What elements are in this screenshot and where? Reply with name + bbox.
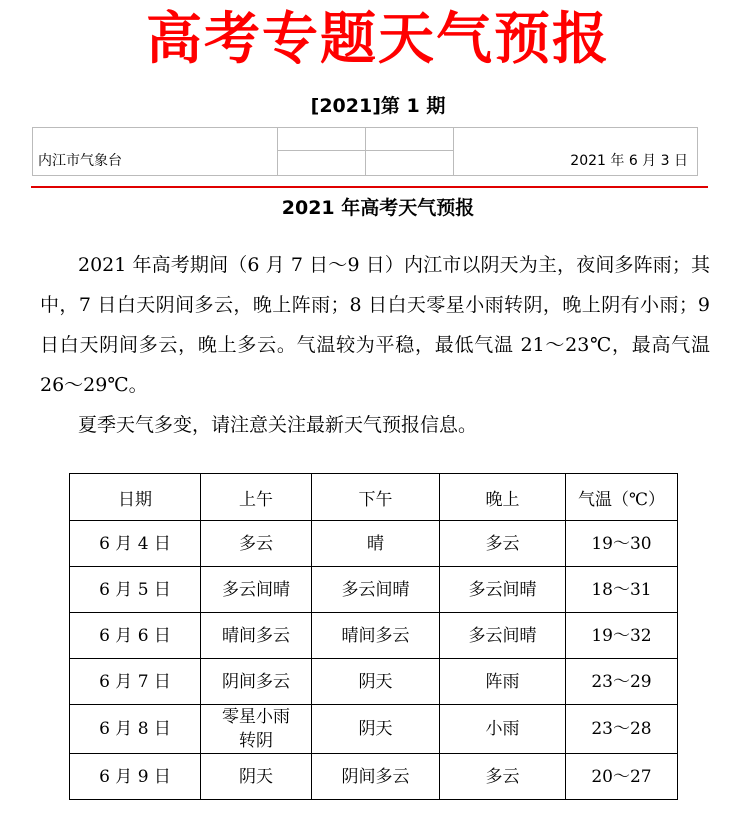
cell-afternoon: 阴天 <box>312 659 440 705</box>
table-row <box>70 754 678 800</box>
table-header-row <box>70 474 678 521</box>
cell-evening: 多云间晴 <box>440 613 566 659</box>
cell-afternoon: 多云间晴 <box>312 567 440 613</box>
column-header-temperature: 气温（℃） <box>566 474 678 521</box>
divider <box>697 128 698 175</box>
cell-afternoon: 阴天 <box>312 705 440 754</box>
cell-temperature: 19～32 <box>566 613 678 659</box>
cell-morning: 多云 <box>201 521 312 567</box>
cell-morning: 零星小雨转阴 <box>201 705 312 754</box>
divider <box>365 128 366 175</box>
column-header-evening: 晚上 <box>440 474 566 521</box>
cell-date: 6 月 8 日 <box>70 705 201 754</box>
column-header-date: 日期 <box>70 474 201 521</box>
cell-temperature: 23～29 <box>566 659 678 705</box>
forecast-table <box>69 473 678 800</box>
divider <box>277 150 453 151</box>
cell-date: 6 月 9 日 <box>70 754 201 800</box>
cell-afternoon: 阴间多云 <box>312 754 440 800</box>
cell-morning: 阴间多云 <box>201 659 312 705</box>
document-title: 2021 年高考天气预报 <box>281 197 475 219</box>
column-header-morning: 上午 <box>201 474 312 521</box>
table-row <box>70 659 678 705</box>
cell-evening: 多云间晴 <box>440 567 566 613</box>
divider <box>277 128 278 175</box>
forecast-paragraph: 2021 年高考期间（6 月 7 日～9 日）内江市以阴天为主，夜间多阵雨；其中，7 日白天阴间多云，晚上阵雨；8 日白天零星小雨转阴，晚上阴有小雨；9 日白天阴间多云，晚上多云。气温较为平稳，最低气温 21～23℃，最高气温 26～29℃。 <box>40 254 710 396</box>
cell-afternoon: 晴 <box>312 521 440 567</box>
table-row <box>70 567 678 613</box>
cell-date: 6 月 5 日 <box>70 567 201 613</box>
cell-evening: 多云 <box>440 521 566 567</box>
cell-afternoon: 晴间多云 <box>312 613 440 659</box>
table-row <box>70 613 678 659</box>
cell-temperature: 19～30 <box>566 521 678 567</box>
column-header-afternoon: 下午 <box>312 474 440 521</box>
issuer-name: 内江市气象台 <box>38 153 122 169</box>
cell-evening: 小雨 <box>440 705 566 754</box>
cell-morning: 晴间多云 <box>201 613 312 659</box>
masthead-title: 高考专题天气预报 <box>146 6 610 72</box>
cell-morning: 阴天 <box>201 754 312 800</box>
divider <box>453 128 454 175</box>
cell-date: 6 月 4 日 <box>70 521 201 567</box>
cell-date: 6 月 6 日 <box>70 613 201 659</box>
header-info-box <box>32 127 698 176</box>
notice-paragraph: 夏季天气多变，请注意关注最新天气预报信息。 <box>78 414 478 436</box>
cell-temperature: 18～31 <box>566 567 678 613</box>
cell-temperature: 20～27 <box>566 754 678 800</box>
cell-temperature: 23～28 <box>566 705 678 754</box>
issue-number: [2021]第 1 期 <box>310 95 446 117</box>
table-row <box>70 521 678 567</box>
divider <box>32 128 33 175</box>
table-row <box>70 705 678 754</box>
cell-morning: 多云间晴 <box>201 567 312 613</box>
cell-evening: 阵雨 <box>440 659 566 705</box>
cell-evening: 多云 <box>440 754 566 800</box>
red-divider-line <box>31 186 708 188</box>
issue-date: 2021 年 6 月 3 日 <box>570 153 688 169</box>
cell-date: 6 月 7 日 <box>70 659 201 705</box>
